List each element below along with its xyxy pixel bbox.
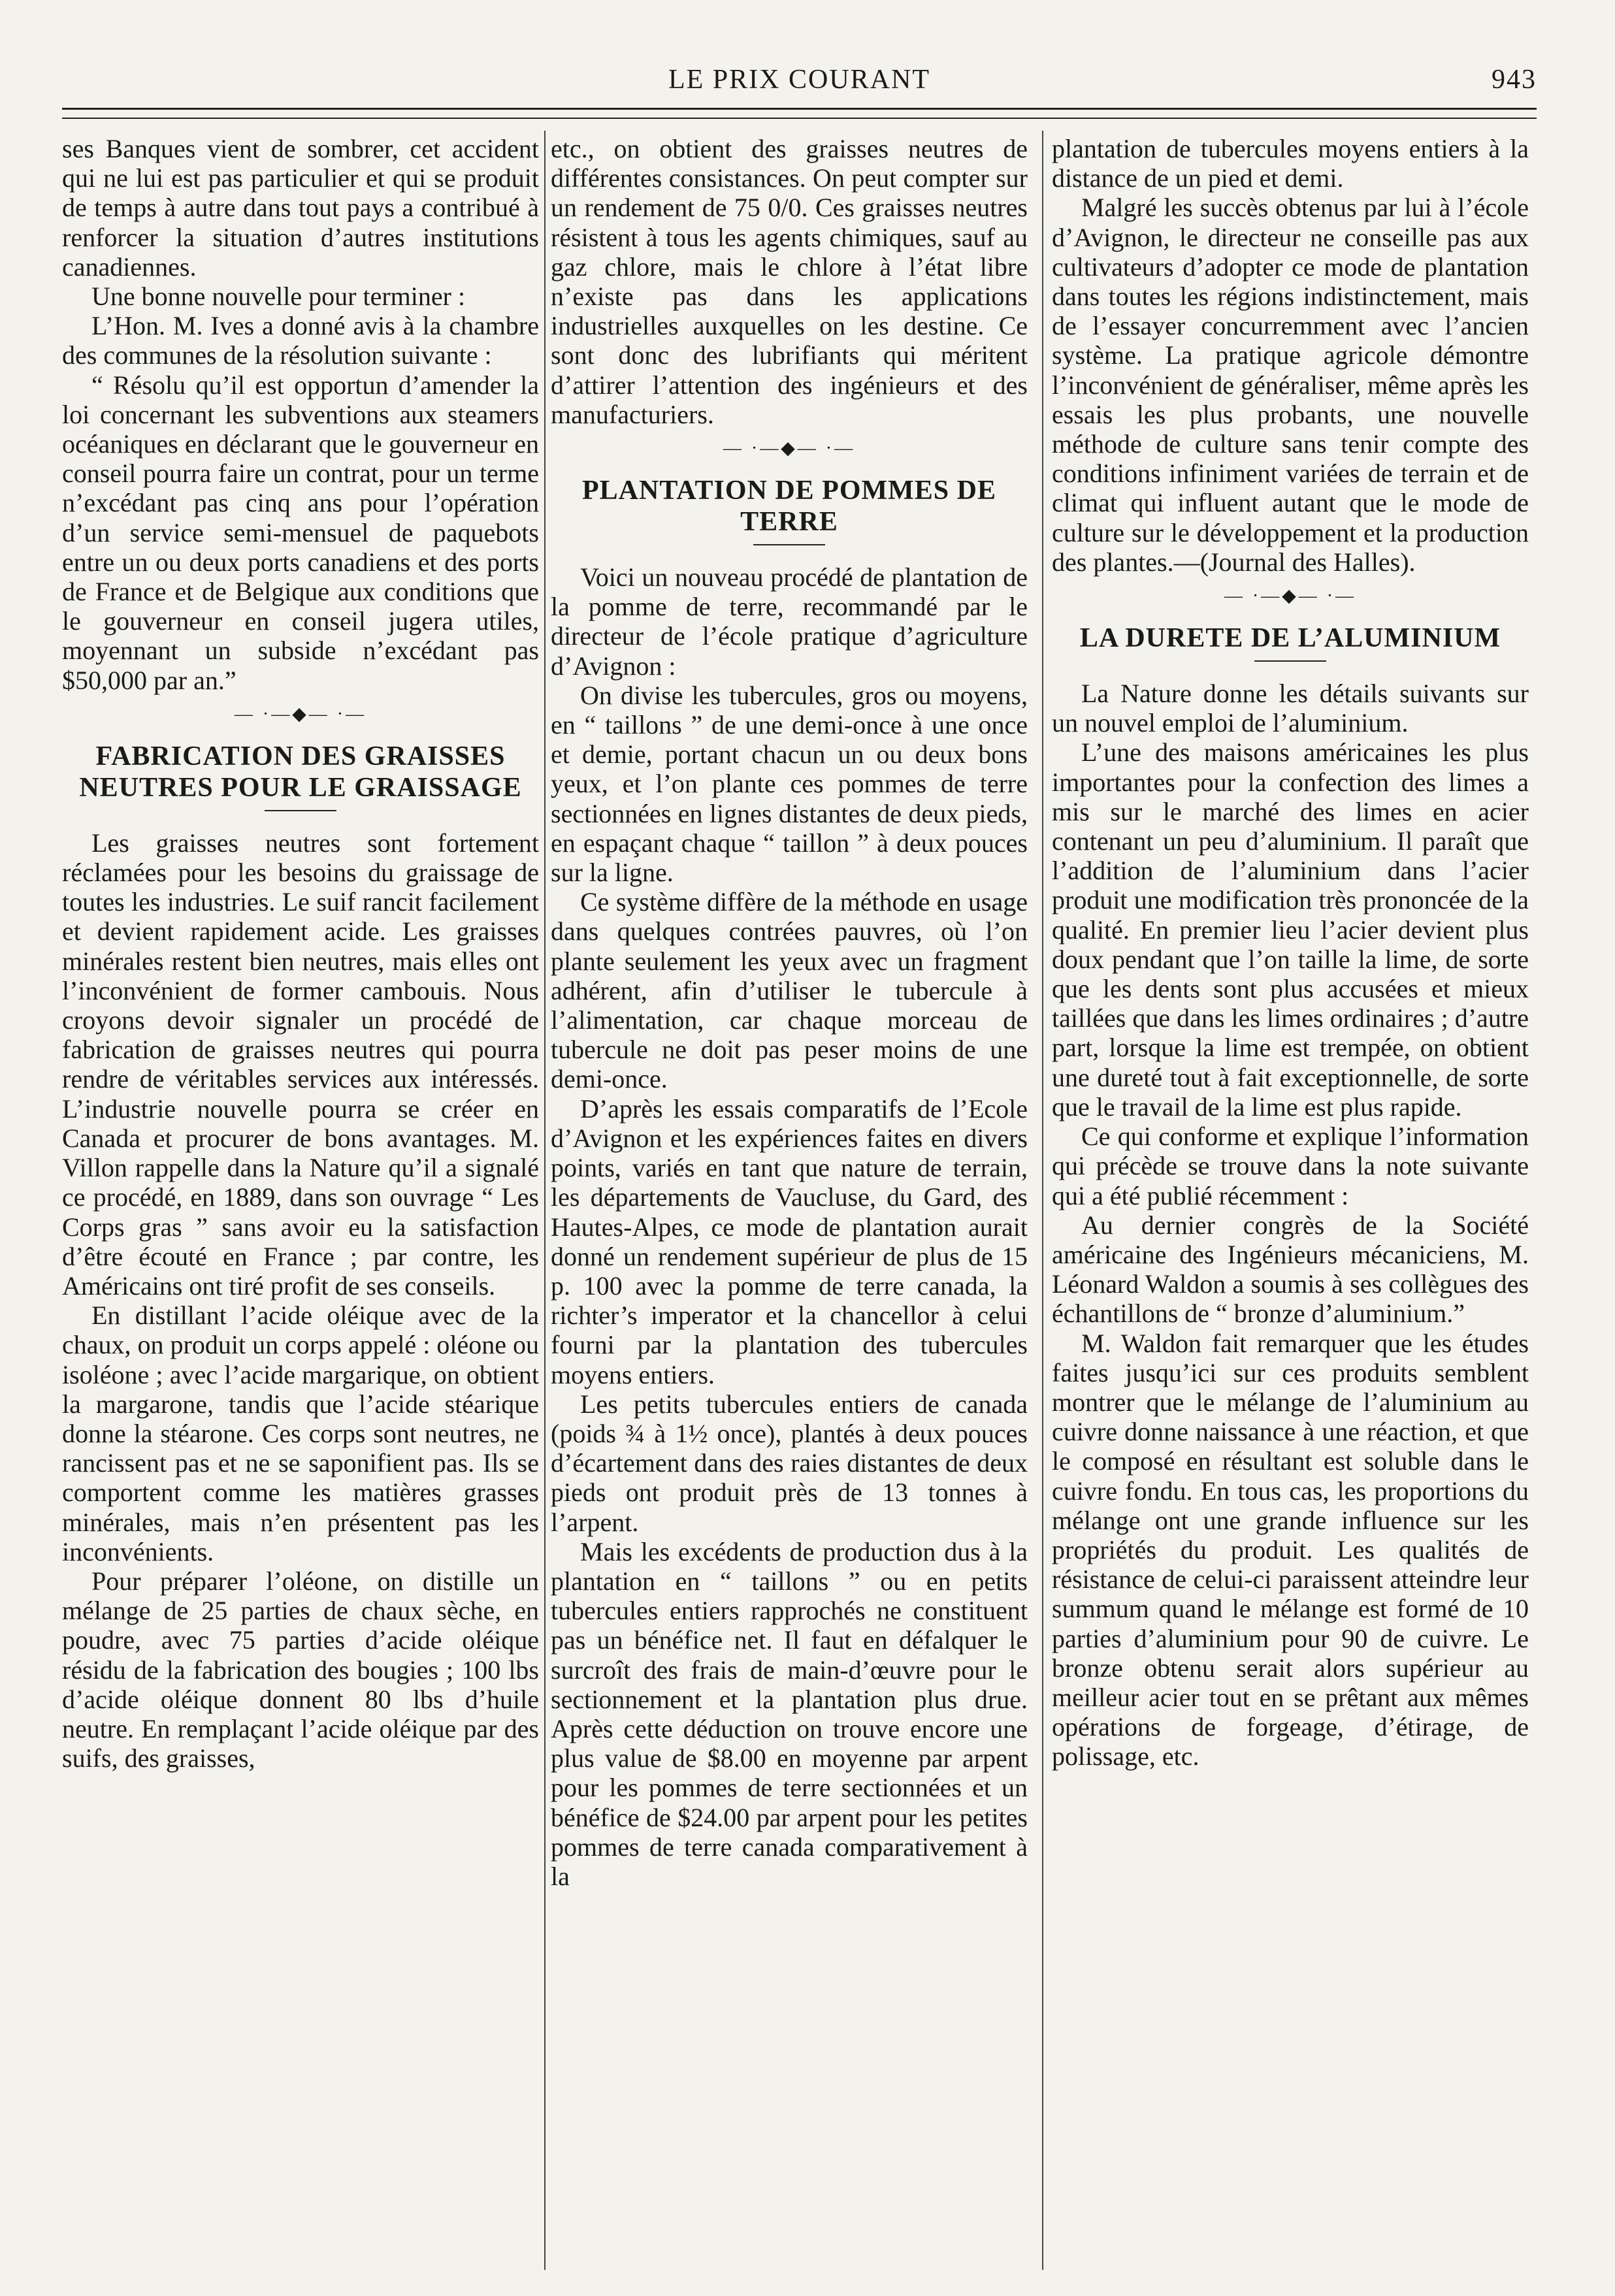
- col2-paragraph-4: Ce système diffère de la méthode en usage dans quelques contrées pauvres, où l’on plante seulement les yeux avec un fragment adhérent, afin d’utiliser le tubercule à l’alimentation, car chaque morceau de tubercule ne doit pas peser moins de une demi-once.: [551, 887, 1028, 1094]
- col1-paragraph-4: “ Résolu qu’il est opportun d’amender la loi concernant les subventions aux steamers océaniques en déclarant que le gouverneur en conseil pourra faire un contrat, pour un terme n’excédant pas cinq ans pour l’opération d’un service semi-mensuel de paquebots entre un ou deux ports canadiens et des ports de France et de Belgique aux conditions que le gouverneur en conseil jugera utiles, moyennant un subside n’excédant pas $50,000 par an.”: [62, 370, 539, 695]
- col2-paragraph-5: D’après les essais comparatifs de l’Ecole d’Avignon et les expériences faites en divers points, variés en tant que nature de terrain, les départements de Vaucluse, du Gard, des Hautes-Alpes, ce mode de plantation aurait donné un rendement supérieur de plus de 15 p. 100 avec la pomme de terre canada, la richter’s imperator et la chancellor à celui fourni par la plantation des tubercules moyens entiers.: [551, 1093, 1028, 1389]
- col3-paragraph-3: La Nature donne les détails suivants sur un nouvel emploi de l’aluminium.: [1052, 679, 1529, 738]
- heading-rule: [265, 810, 336, 811]
- col2-paragraph-1: etc., on obtient des graisses neutres de différentes consistances. On peut compter sur un rendement de 75 0/0. Ces graisses neutres résistent à tous les agents chimiques, sauf au gaz chlore, mais le chlore à l’état libre n’existe pas dans les applications industrielles auxquelles on les destine. Ce sont donc des lubrifiants qui méritent d’attirer l’attention des ingénieurs et des manufacturiers.: [551, 134, 1028, 429]
- col1-paragraph-3: L’Hon. M. Ives a donné avis à la chambre des communes de la résolution suivante :: [62, 311, 539, 370]
- col3-paragraph-7: M. Waldon fait remarquer que les études faites jusqu’ici sur ces produits semblent montrer que le mélange de l’aluminium au cuivre donne naissance à une réaction, et que le composé en résultant est soluble dans le cuivre fondu. En tous cas, les proportions du mélange ont une grande influence sur les propriétés du produit. Les qualités de résistance de celui-ci paraissent atteindre leur summum quand le mélange est formé de 10 parties d’aluminium pour 90 de cuivre. Le bronze obtenu serait alors supérieur au meilleur acier tout en se prêtant aux mêmes opérations de forgeage, d’étirage, de polissage, etc.: [1052, 1328, 1529, 1771]
- column-2: [551, 134, 1028, 1891]
- col1-paragraph-2: Une bonne nouvelle pour terminer :: [91, 282, 466, 312]
- publication-title: LE PRIX COURANT: [668, 65, 930, 95]
- column-divider-2: [1042, 131, 1043, 2270]
- section-ornament: — ·—◆— ·—: [723, 438, 856, 459]
- article-heading-pommes-de-terre: PLANTATION DE POMMES DE TERRE: [582, 476, 996, 538]
- col3-paragraph-4: L’une des maisons américaines les plus importantes pour la confection des limes a mis sur le marché des limes en acier contenant un peu d’aluminium. Il paraît que l’addition de l’aluminium dans l’acier produit une modification très prononcée de la qualité. En premier lieu l’acier devient plus doux pendant que l’on taille la lime, de sorte que les dents sont plus accusées et mieux taillées que dans les limes ordinaires ; d’autre part, lorsque la lime est trempée, on obtient une dureté tout à fait exceptionnelle, de sorte que le travail de la lime est plus rapide.: [1052, 737, 1529, 1122]
- heading-rule: [753, 544, 825, 545]
- col1-paragraph-7: Pour préparer l’oléone, on distille un mélange de 25 parties de chaux sèche, en poudre, avec 75 parties d’acide oléique résidu de la fabrication des bougies ; 100 lbs d’acide oléique donnent 80 lbs d’huile neutre. En remplaçant l’acide oléique par des suifs, des graisses,: [62, 1566, 539, 1773]
- col1-paragraph-6: En distillant l’acide oléique avec de la chaux, on produit un corps appelé : oléone ou isoléone ; avec l’acide margarique, on obtient la margarone, tandis que l’acide stéarique donne la stéarone. Ces corps sont neutres, ne rancissent pas et ne se saponifient pas. Ils se comportent comme les matières grasses minérales, mais n’en présentent pas les inconvénients.: [62, 1301, 539, 1566]
- col3-paragraph-2: Malgré les succès obtenus par lui à l’école d’Avignon, le directeur ne conseille pas aux cultivateurs d’adopter ce mode de plantation dans toutes les régions indistinctement, mais de l’essayer concurremment avec l’ancien système. La pratique agricole démontre l’inconvénient de généraliser, même après les essais les plus probants, une nouvelle méthode de culture sans tenir compte des conditions infiniment variées de terrain et de climat qui influent autant que le mode de culture sur le développement et la production des plantes.—(Journal des Halles).: [1052, 193, 1529, 577]
- col1-paragraph-5: Les graisses neutres sont fortement réclamées pour les besoins du graissage de toutes les industries. Le suif rancit facilement et devient rapidement acide. Les graisses minérales restent bien neutres, mais elles ont l’inconvénient de former cambouis. Nous croyons devoir signaler un procédé de fabrication de graisses neutres qui pourra rendre de véritables services aux intéressés. L’industrie nouvelle pourra se créer en Canada et procurer de bons avantages. M. Villon rappelle dans la Nature qu’il a signalé ce procédé, en 1889, dans son ouvrage “ Les Corps gras ” sans avoir eu la satisfaction d’être écouté en France ; par contre, les Américains ont tiré profit de ses conseils.: [62, 828, 539, 1301]
- col2-paragraph-3: On divise les tubercules, gros ou moyens, en “ taillons ” de une demi-once à une once et demie, portant chacun un ou deux bons yeux, et l’on plante ces pommes de terre sectionnées en lignes distantes de deux pieds, en espaçant chaque “ taillon ” à deux pouces sur la ligne.: [551, 680, 1028, 888]
- section-ornament: — ·—◆— ·—: [1224, 586, 1357, 607]
- header-rule-thin: [62, 118, 1537, 119]
- heading-rule: [1254, 660, 1326, 662]
- col2-paragraph-2: Voici un nouveau procédé de plantation de la pomme de terre, recommandé par le directeur de l’école pratique d’agriculture d’Avignon :: [551, 562, 1028, 681]
- column-1: [62, 134, 539, 1773]
- section-ornament: — ·—◆— ·—: [234, 703, 367, 724]
- col2-paragraph-6: Les petits tubercules entiers de canada (poids ¾ à 1½ once), plantés à deux pouces d’écartement dans des raies distantes de deux pieds ont produit près de 13 tonnes à l’arpent.: [551, 1389, 1028, 1537]
- col3-paragraph-6: Au dernier congrès de la Société américaine des Ingénieurs mécaniciens, M. Léonard Waldon a soumis à ses collègues des échantillons de “ bronze d’aluminium.”: [1052, 1210, 1529, 1329]
- col3-paragraph-1: plantation de tubercules moyens entiers à la distance de un pied et demi.: [1052, 134, 1529, 193]
- header-rule-thick: [62, 108, 1537, 110]
- column-3: [1052, 134, 1529, 1771]
- article-heading-graisses: FABRICATION DES GRAISSES NEUTRES POUR LE GRAISSAGE: [79, 741, 522, 803]
- running-header: [62, 64, 1537, 110]
- article-heading-aluminium: LA DURETE DE L’ALUMINIUM: [1079, 623, 1501, 654]
- col2-paragraph-7: Mais les excédents de production dus à la plantation en “ taillons ” ou en petits tubercules entiers rapprochés ne constituent pas un bénéfice net. Il faut en défalquer le surcroît des frais de main-d’œuvre pour le sectionnement et la plantation plus drue. Après cette déduction on trouve encore une plus value de $8.00 en moyenne par arpent pour les pommes de terre sectionnées et un bénéfice de $24.00 par arpent pour les petites pommes de terre canada comparativement à la: [551, 1536, 1028, 1891]
- page-number: 943: [1492, 65, 1537, 95]
- col3-paragraph-5: Ce qui conforme et explique l’information qui précède se trouve dans la note suivante qui a été publié récemment :: [1052, 1122, 1529, 1210]
- column-divider-1: [544, 131, 546, 2270]
- col1-paragraph-1: ses Banques vient de sombrer, cet accident qui ne lui est pas particulier et qui se produit de temps à autre dans tout pays a contribué à renforcer la situation d’autres institutions canadiennes.: [62, 134, 539, 282]
